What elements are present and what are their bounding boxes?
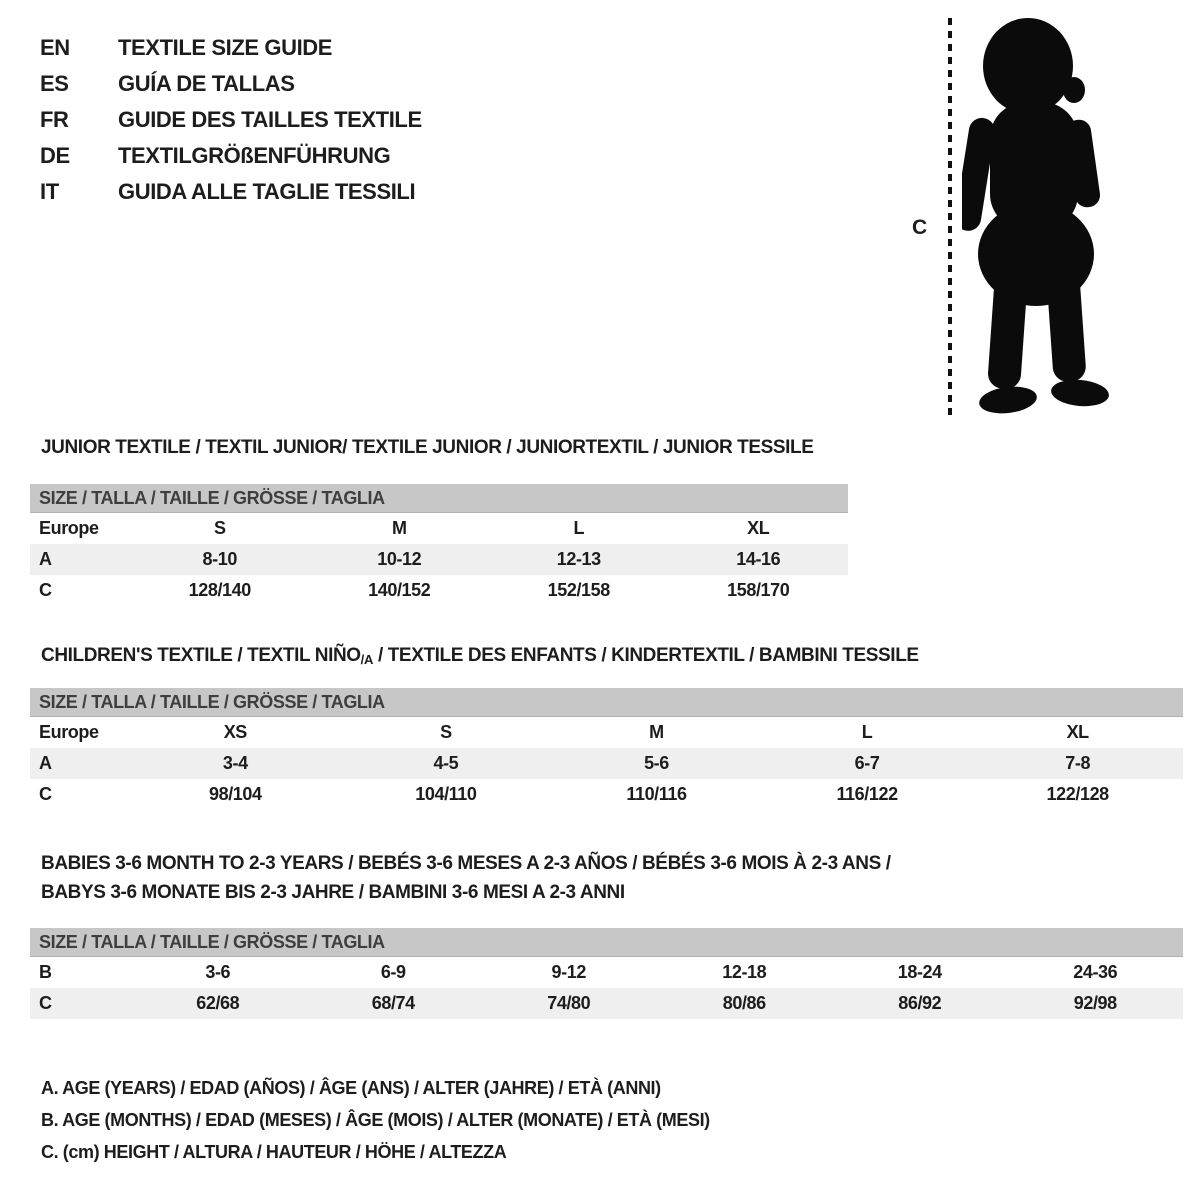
- table-cell: 10-12: [377, 549, 422, 569]
- guide-title-en: TEXTILE SIZE GUIDE: [118, 35, 333, 60]
- table-cell: 8-10: [202, 549, 237, 569]
- language-title-list: [40, 30, 422, 210]
- table-cell: M: [649, 722, 664, 742]
- table-cell: 18-24: [897, 962, 942, 982]
- guide-title-fr: GUIDE DES TAILLES TEXTILE: [118, 107, 422, 132]
- table-cell: 7-8: [1065, 753, 1091, 773]
- children-title-pre: CHILDREN'S TEXTILE / TEXTIL NIÑO: [41, 645, 361, 666]
- table-row: [30, 717, 1183, 748]
- table-cell: L: [573, 518, 585, 538]
- table-cell: 5-6: [644, 753, 669, 773]
- table-body: [30, 957, 1183, 1019]
- language-code: EN: [40, 35, 70, 60]
- size-header-bar: SIZE / TALLA / TAILLE / GRÖSSE / TAGLIA: [30, 688, 1183, 717]
- table-cell: 158/170: [727, 580, 790, 600]
- row-label: B: [39, 962, 52, 982]
- legend-height-cm: C. (cm) HEIGHT / ALTURA / HAUTEUR / HÖHE / ALTEZZA: [41, 1141, 507, 1162]
- table-row: [30, 513, 848, 544]
- table-cell: XS: [223, 722, 247, 742]
- babies-size-table: [30, 928, 1183, 1019]
- children-section-title: [41, 645, 919, 667]
- table-cell: 68/74: [371, 993, 415, 1013]
- size-header-bar: SIZE / TALLA / TAILLE / GRÖSSE / TAGLIA: [30, 484, 848, 513]
- table-cell: 140/152: [368, 580, 431, 600]
- row-label: A: [39, 549, 52, 569]
- table-cell: 86/92: [898, 993, 942, 1013]
- table-cell: 3-6: [205, 962, 231, 982]
- language-code: DE: [40, 143, 70, 168]
- row-label: Europe: [39, 518, 99, 538]
- table-row: [30, 544, 848, 575]
- table-cell: 12-13: [556, 549, 601, 569]
- table-cell: 122/128: [1046, 784, 1109, 804]
- table-cell: 9-12: [551, 962, 586, 982]
- measure-label-c: C: [912, 216, 927, 239]
- table-cell: S: [213, 518, 226, 538]
- row-label: A: [39, 753, 52, 773]
- table-cell: 62/68: [196, 993, 240, 1013]
- guide-title-es: GUÍA DE TALLAS: [118, 71, 295, 96]
- legend-age-months: B. AGE (MONTHS) / EDAD (MESES) / ÂGE (MOIS) / ALTER (MONATE) / ETÀ (MESI): [41, 1109, 710, 1130]
- table-cell: 14-16: [736, 549, 781, 569]
- language-code: ES: [40, 71, 69, 96]
- babies-section-title: [41, 849, 1021, 907]
- table-cell: 80/86: [722, 993, 766, 1013]
- table-cell: 6-9: [380, 962, 406, 982]
- table-cell: M: [391, 518, 407, 538]
- junior-size-table: [30, 484, 848, 606]
- table-row: [30, 957, 1183, 988]
- table-cell: 128/140: [188, 580, 251, 600]
- table-cell: 152/158: [547, 580, 610, 600]
- junior-section-title: JUNIOR TEXTILE / TEXTIL JUNIOR/ TEXTILE JUNIOR / JUNIORTEXTIL / JUNIOR TESSILE: [41, 437, 814, 458]
- table-cell: 92/98: [1073, 993, 1117, 1013]
- language-row-de: [40, 138, 422, 174]
- table-cell: 24-36: [1073, 962, 1118, 982]
- children-title-sub: /A: [360, 652, 374, 667]
- table-cell: XL: [1066, 722, 1089, 742]
- table-cell: XL: [747, 518, 770, 538]
- table-cell: S: [440, 722, 452, 742]
- table-cell: 74/80: [547, 993, 591, 1013]
- table-cell: 116/122: [836, 784, 898, 804]
- row-label: C: [39, 993, 52, 1013]
- table-cell: 98/104: [208, 784, 262, 804]
- language-row-es: [40, 66, 422, 102]
- guide-title-it: GUIDA ALLE TAGLIE TESSILI: [118, 179, 416, 204]
- table-row: [30, 779, 1183, 810]
- height-measure-dashed-line: [948, 18, 952, 416]
- language-code: IT: [40, 179, 59, 204]
- table-cell: 104/110: [415, 784, 477, 804]
- table-body: [30, 513, 848, 606]
- children-title-post: / TEXTILE DES ENFANTS / KINDERTEXTIL / BAMBINI TESSILE: [373, 645, 919, 666]
- row-label: Europe: [39, 722, 99, 742]
- table-cell: 3-4: [222, 753, 248, 773]
- children-size-table: [30, 688, 1183, 810]
- row-label: C: [39, 580, 52, 600]
- measure-legend: [41, 1072, 710, 1168]
- table-cell: 6-7: [854, 753, 880, 773]
- legend-age-years: A. AGE (YEARS) / EDAD (AÑOS) / ÂGE (ANS) / ALTER (JAHRE) / ETÀ (ANNI): [41, 1077, 661, 1098]
- table-row: [30, 988, 1183, 1019]
- row-label: C: [39, 784, 52, 804]
- guide-title-de: TEXTILGRÖßENFÜHRUNG: [118, 143, 391, 168]
- language-row-it: [40, 174, 422, 210]
- toddler-silhouette: [962, 14, 1142, 429]
- table-cell: 110/116: [626, 784, 687, 804]
- language-code: FR: [40, 107, 69, 132]
- language-row-en: [40, 30, 422, 66]
- table-row: [30, 575, 848, 606]
- table-cell: L: [861, 722, 873, 742]
- table-cell: 12-18: [722, 962, 767, 982]
- table-body: [30, 717, 1183, 810]
- table-cell: 4-5: [433, 753, 459, 773]
- table-row: [30, 748, 1183, 779]
- babies-title-line1: BABIES 3-6 MONTH TO 2-3 YEARS / BEBÉS 3-6 MESES A 2-3 AÑOS / BÉBÉS 3-6 MOIS À 2-3 ANS /: [41, 853, 891, 874]
- babies-title-line2: BABYS 3-6 MONATE BIS 2-3 JAHRE / BAMBINI 3-6 MESI A 2-3 ANNI: [41, 882, 625, 903]
- language-row-fr: [40, 102, 422, 138]
- size-header-bar: SIZE / TALLA / TAILLE / GRÖSSE / TAGLIA: [30, 928, 1183, 957]
